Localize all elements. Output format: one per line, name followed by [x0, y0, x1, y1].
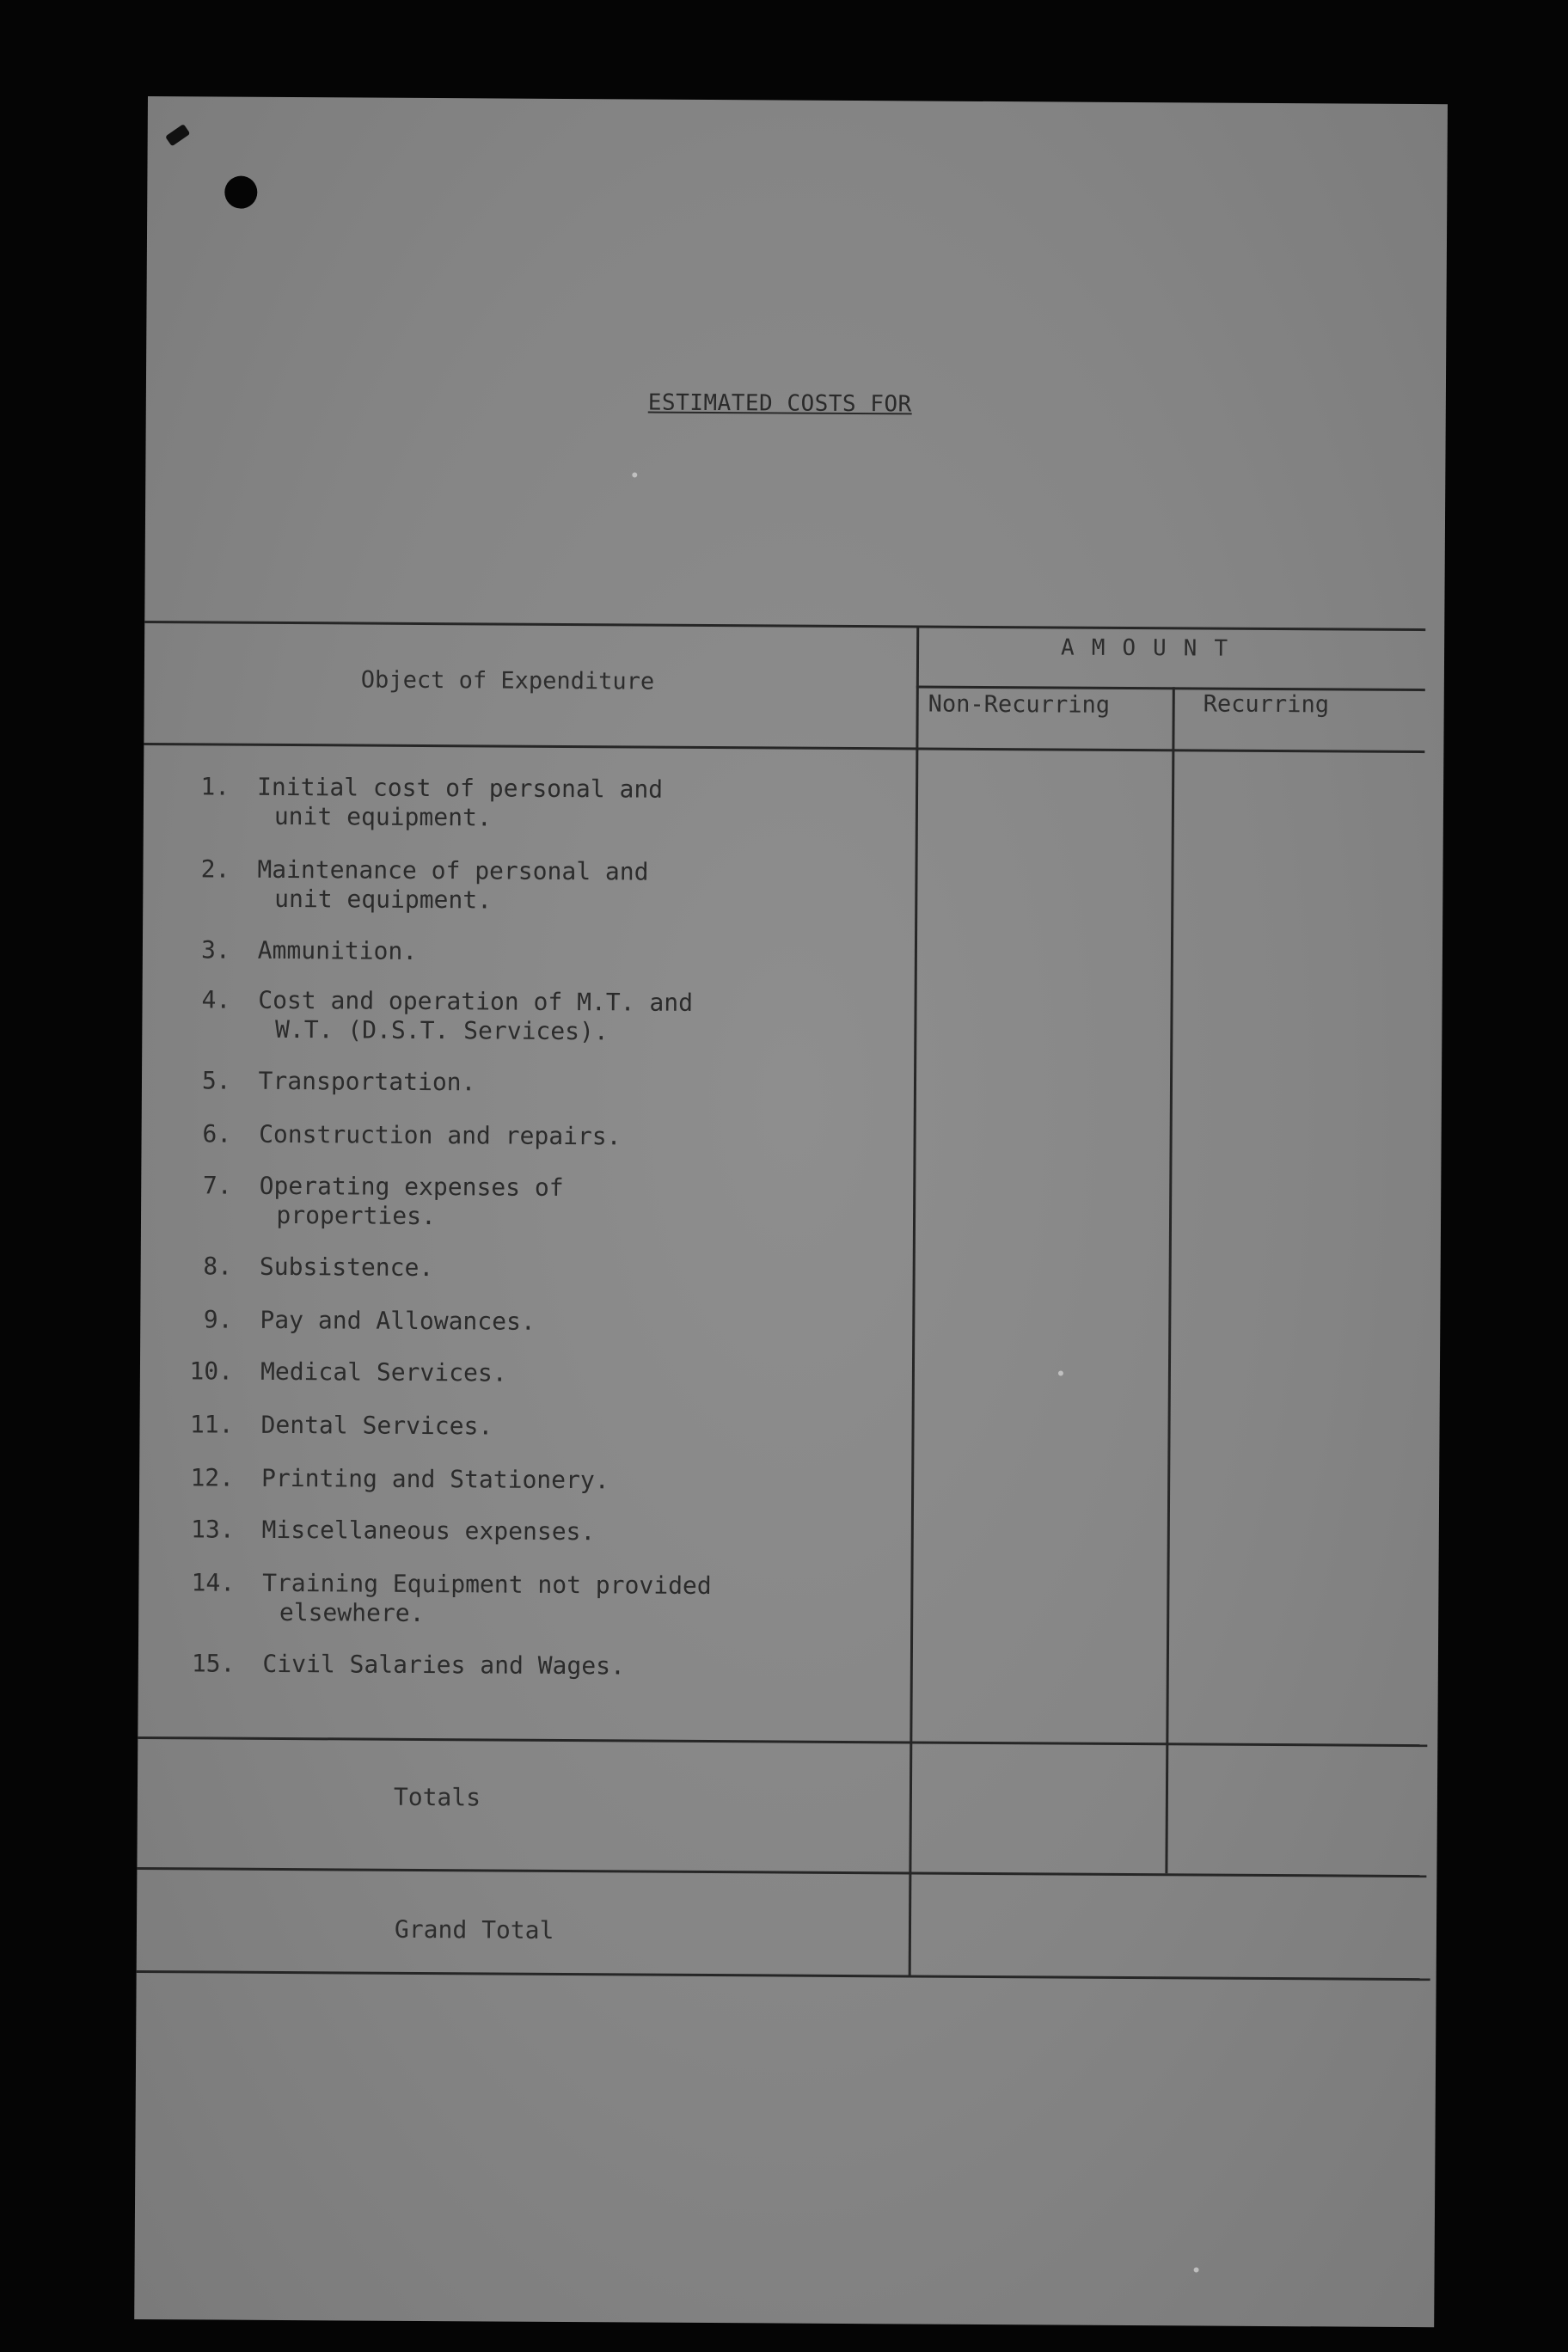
amount-column-divider	[1165, 687, 1174, 1873]
item-number: 7.	[202, 1171, 232, 1200]
grand-total-label: Grand Total	[394, 1914, 554, 1945]
item-description-line2: unit equipment.	[273, 801, 492, 832]
item-description-line1: Operating expenses of	[259, 1171, 564, 1202]
item-description	[258, 936, 911, 970]
film-speck	[632, 472, 637, 477]
item-number: 10.	[189, 1357, 234, 1386]
item-description	[260, 1253, 913, 1286]
film-speck	[1194, 2267, 1199, 2272]
page-tear-mark	[165, 124, 190, 146]
item-description-line1: Ammunition.	[257, 935, 418, 965]
item-number: 15.	[191, 1649, 236, 1678]
item-number: 2.	[200, 854, 230, 884]
item-description-line1: Pay and Allowances.	[260, 1305, 536, 1336]
item-description-line2: W.T. (D.S.T. Services).	[274, 1014, 609, 1046]
item-number: 11.	[189, 1410, 234, 1439]
item-description	[262, 1516, 916, 1549]
item-description-line1: Initial cost of personal and	[256, 772, 664, 804]
item-number: 14.	[191, 1568, 236, 1597]
item-description-line1: Miscellaneous expenses.	[261, 1515, 596, 1547]
film-speck	[1058, 1370, 1063, 1375]
item-number: 6.	[202, 1119, 232, 1148]
item-number: 12.	[190, 1463, 235, 1492]
item-description	[261, 1464, 915, 1498]
item-description-line1: Dental Services.	[260, 1410, 493, 1441]
item-description-line1: Construction and repairs.	[259, 1119, 622, 1151]
item-description-line2: elsewhere.	[279, 1597, 425, 1627]
item-description-line1: Maintenance of personal and	[257, 854, 649, 886]
item-description	[260, 1411, 914, 1444]
item-description	[259, 1120, 912, 1154]
amount-header: AMOUNT	[1061, 634, 1246, 662]
item-description-line1: Printing and Stationery.	[260, 1463, 609, 1495]
item-number: 9.	[203, 1305, 233, 1334]
item-description-line1: Civil Salaries and Wages.	[262, 1649, 625, 1681]
item-description	[257, 773, 910, 836]
item-description-line1: Medical Services.	[260, 1357, 507, 1387]
item-description	[260, 1357, 914, 1391]
item-description	[259, 1172, 912, 1234]
totals-top-rule	[138, 1736, 1427, 1747]
object-of-expenditure-header: Object of Expenditure	[360, 666, 655, 695]
item-description	[258, 986, 911, 1049]
page-title: ESTIMATED COSTS FOR	[647, 389, 912, 418]
item-number: 3.	[200, 935, 230, 965]
totals-label: Totals	[393, 1782, 481, 1812]
item-description-line1: Training Equipment not provided	[262, 1568, 712, 1601]
item-description-line2: properties.	[276, 1200, 436, 1231]
item-description	[262, 1650, 916, 1683]
table-bottom-rule	[137, 1970, 1430, 1981]
item-number: 1.	[200, 772, 230, 801]
item-description	[258, 1067, 911, 1100]
item-number: 4.	[201, 985, 231, 1014]
header-bottom-rule	[144, 743, 1424, 753]
recurring-header: Recurring	[1203, 690, 1330, 719]
item-description	[262, 1569, 916, 1632]
document-page	[134, 96, 1448, 2327]
grand-total-top-rule	[137, 1867, 1426, 1877]
item-description	[260, 1306, 913, 1339]
item-number: 13.	[190, 1515, 235, 1544]
table-top-rule	[144, 621, 1425, 631]
item-description-line1: Cost and operation of M.T. and	[258, 985, 694, 1017]
item-number: 5.	[201, 1066, 231, 1095]
item-description	[257, 855, 910, 918]
item-number: 8.	[203, 1252, 233, 1281]
item-description-line1: Transportation.	[258, 1066, 476, 1097]
item-description-line2: unit equipment.	[274, 884, 493, 915]
non-recurring-header: Non-Recurring	[928, 690, 1111, 719]
item-description-line1: Subsistence.	[259, 1252, 434, 1283]
punch-hole	[224, 176, 257, 209]
